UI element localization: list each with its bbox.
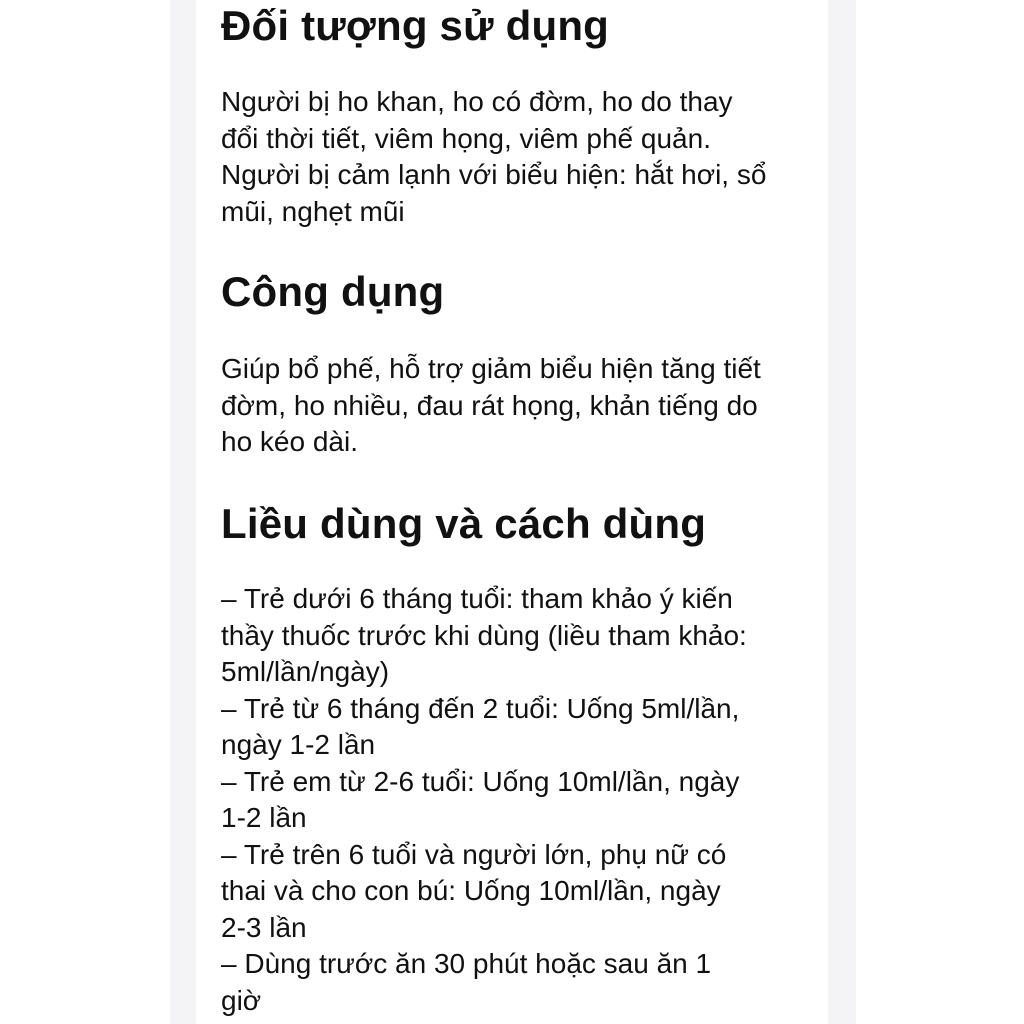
text-line: đờm, ho nhiều, đau rát họng, khản tiếng do bbox=[221, 389, 758, 421]
text-line: Người bị cảm lạnh với biểu hiện: hắt hơi, sổ bbox=[221, 159, 767, 190]
text-line: mũi, nghẹt mũi bbox=[221, 195, 405, 227]
text-line: – Trẻ dưới 6 tháng tuổi: tham khảo ý kiến bbox=[221, 583, 733, 614]
text-line: – Trẻ em từ 2-6 tuổi: Uống 10ml/lần, ngày bbox=[221, 765, 740, 797]
text-line: đổi thời tiết, viêm họng, viêm phế quản. bbox=[221, 122, 711, 154]
text-line: Người bị ho khan, ho có đờm, ho do thay bbox=[221, 86, 733, 117]
text-line: 2-3 lần bbox=[221, 911, 307, 943]
paragraph-doi-tuong bbox=[221, 84, 766, 230]
text-line: thầy thuốc trước khi dùng (liều tham khảo: bbox=[221, 619, 747, 651]
heading-cong-dung: Công dụng bbox=[221, 268, 445, 315]
paragraph-cong-dung bbox=[221, 351, 761, 461]
text-line: – Trẻ trên 6 tuổi và người lớn, phụ nữ có bbox=[221, 838, 727, 870]
paragraph-lieu-dung bbox=[221, 581, 747, 1019]
heading-lieu-dung-va-cach-dung: Liều dùng và cách dùng bbox=[221, 500, 707, 547]
heading-doi-tuong-su-dung: Đối tượng sử dụng bbox=[221, 2, 610, 49]
text-line: giờ bbox=[221, 984, 262, 1016]
right-margin-panel bbox=[828, 0, 856, 1024]
text-line: – Dùng trước ăn 30 phút hoặc sau ăn 1 bbox=[221, 948, 712, 979]
text-line: thai và cho con bú: Uống 10ml/lần, ngày bbox=[221, 875, 721, 906]
text-line: – Trẻ từ 6 tháng đến 2 tuổi: Uống 5ml/lần, bbox=[221, 692, 740, 724]
text-line: 5ml/lần/ngày) bbox=[221, 656, 390, 687]
text-line: Giúp bổ phế, hỗ trợ giảm biểu hiện tăng tiết bbox=[221, 353, 761, 384]
text-line: 1-2 lần bbox=[221, 802, 307, 833]
text-line: ngày 1-2 lần bbox=[221, 729, 376, 760]
text-line: ho kéo dài. bbox=[221, 426, 358, 457]
left-margin-panel bbox=[170, 0, 196, 1024]
